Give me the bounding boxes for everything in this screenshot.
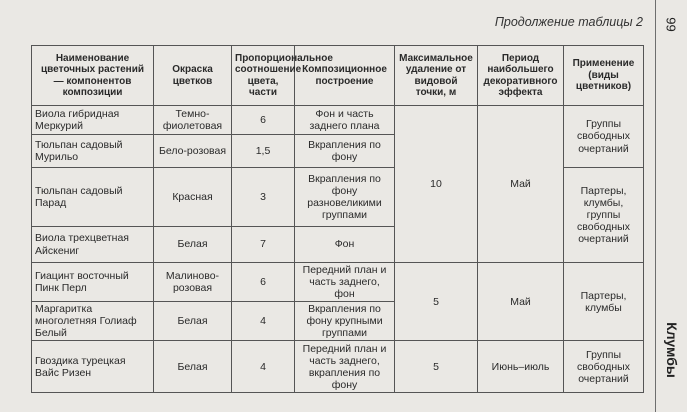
running-section-title <box>656 300 687 400</box>
color-ratio: 3 <box>232 168 295 227</box>
header-application: Применение (виды цветников) <box>564 46 644 106</box>
flower-color: Белая <box>154 227 232 263</box>
composition: Фон и часть заднего плана <box>295 106 395 135</box>
header-ratio: Пропорциональное соотношение цвета, части <box>232 46 295 106</box>
color-ratio: 7 <box>232 227 295 263</box>
flower-color: Красная <box>154 168 232 227</box>
max-distance: 5 <box>395 263 478 341</box>
application: Партеры, клумбы <box>564 263 644 341</box>
color-ratio: 6 <box>232 106 295 135</box>
flower-color: Белая <box>154 302 232 341</box>
composition: Фон <box>295 227 395 263</box>
max-distance: 5 <box>395 341 478 393</box>
table-row <box>32 341 644 393</box>
plant-name: Тюльпан садовый Парад <box>32 168 154 227</box>
max-distance: 10 <box>395 106 478 263</box>
plant-name: Виола гибридная Меркурий <box>32 106 154 135</box>
section-title-text: Клумбы <box>663 322 680 378</box>
header-color: Окраска цветков <box>154 46 232 106</box>
decorative-period: Май <box>478 263 564 341</box>
color-ratio: 4 <box>232 341 295 393</box>
application: Группы свободных очертаний <box>564 341 644 393</box>
composition: Вкрапления по фону разновеликими группами <box>295 168 395 227</box>
decorative-period: Май <box>478 106 564 263</box>
plant-name: Тюльпан садовый Мурильо <box>32 135 154 168</box>
header-composition: Композиционное построение <box>295 46 395 106</box>
color-ratio: 6 <box>232 263 295 302</box>
composition: Передний план и часть заднего, вкрапления по фону <box>295 341 395 393</box>
composition: Вкрапления по фону крупными группами <box>295 302 395 341</box>
flower-color: Бело-розовая <box>154 135 232 168</box>
plant-name: Виола трехцветная Айскениг <box>32 227 154 263</box>
table-header-row <box>32 46 644 106</box>
header-name: Наименование цветочных растений — компонентов композиции <box>32 46 154 106</box>
application: Партеры, клумбы, группы свободных очертаний <box>564 168 644 263</box>
decorative-period: Июнь–июль <box>478 341 564 393</box>
composition: Вкрапления по фону <box>295 135 395 168</box>
flower-composition-table <box>31 45 644 393</box>
flower-color: Белая <box>154 341 232 393</box>
flower-color: Малиново-розовая <box>154 263 232 302</box>
table-row <box>32 263 644 302</box>
table-caption: Продолжение таблицы 2 <box>494 15 643 29</box>
header-distance: Максимальное удаление от видовой точки, м <box>395 46 478 106</box>
page-number-text: 99 <box>664 16 679 32</box>
header-period: Период наибольшего декоративного эффекта <box>478 46 564 106</box>
color-ratio: 1,5 <box>232 135 295 168</box>
color-ratio: 4 <box>232 302 295 341</box>
plant-name: Гвоздика турецкая Вайс Ризен <box>32 341 154 393</box>
plant-name: Маргаритка многолетняя Голиаф Белый <box>32 302 154 341</box>
application: Группы свободных очертаний <box>564 106 644 168</box>
table-row <box>32 106 644 135</box>
composition: Передний план и часть заднего, фон <box>295 263 395 302</box>
plant-name: Гиацинт восточный Пинк Перл <box>32 263 154 302</box>
page-number <box>656 4 687 44</box>
flower-color: Темно-фиолетовая <box>154 106 232 135</box>
